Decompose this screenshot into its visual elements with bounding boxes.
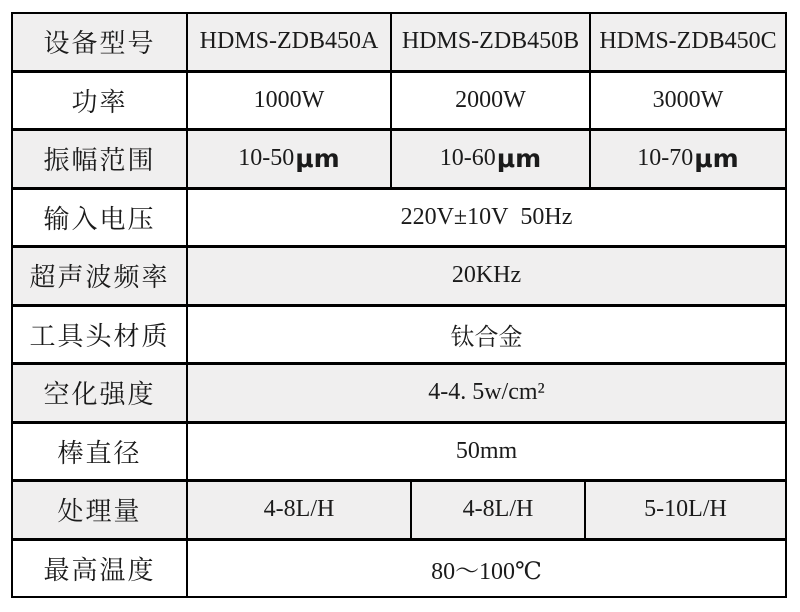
cell-value: 4-8L/H xyxy=(186,482,410,538)
cell-value xyxy=(186,131,390,187)
row-diameter xyxy=(13,421,785,480)
row-label: 功率 xyxy=(71,87,128,117)
cell-value xyxy=(589,131,785,187)
row-capacity xyxy=(13,479,785,538)
row-label: 空化强度 xyxy=(43,380,156,410)
cell-value: 1000W xyxy=(186,73,390,129)
cell-value-span: 20KHz xyxy=(186,248,785,304)
amplitude-unit: μm xyxy=(496,144,542,174)
cell-value: 3000W xyxy=(589,73,785,129)
row-frequency xyxy=(13,245,785,304)
row-label: 棒直径 xyxy=(57,438,142,468)
row-label: 振幅范围 xyxy=(43,146,156,176)
cell-value-span: 80～100℃ xyxy=(186,541,785,597)
cell-value: 2000W xyxy=(390,73,589,129)
amplitude-number: 10-70 xyxy=(637,145,694,172)
row-label: 工具头材质 xyxy=(29,321,170,351)
cell-value-span: 4-4. 5w/cm² xyxy=(186,365,785,421)
row-label: 设备型号 xyxy=(43,29,156,59)
cell-value-span: 220V±10V 50Hz xyxy=(186,190,785,246)
cell-value: HDMS-ZDB450B xyxy=(390,14,589,70)
amplitude-number: 10-60 xyxy=(439,145,496,172)
row-label: 最高温度 xyxy=(43,555,156,585)
row-label: 输入电压 xyxy=(43,204,156,234)
row-model xyxy=(13,14,785,70)
row-cavitation xyxy=(13,362,785,421)
spec-table xyxy=(11,12,787,598)
cell-value xyxy=(390,131,589,187)
row-temperature xyxy=(13,538,785,597)
amplitude-unit: μm xyxy=(295,144,340,174)
row-label: 超声波频率 xyxy=(29,263,170,293)
cell-value: HDMS-ZDB450C xyxy=(589,14,785,70)
cell-value: 5-10L/H xyxy=(584,482,785,538)
cell-value-span: 钛合金 xyxy=(186,307,785,363)
row-material xyxy=(13,304,785,363)
cell-value-span: 50mm xyxy=(186,424,785,480)
amplitude-number: 10-50 xyxy=(238,145,295,172)
row-power xyxy=(13,70,785,129)
amplitude-unit: μm xyxy=(694,144,739,174)
cell-value: 4-8L/H xyxy=(410,482,584,538)
row-amplitude xyxy=(13,128,785,187)
cell-value: HDMS-ZDB450A xyxy=(186,14,390,70)
row-label: 处理量 xyxy=(57,497,142,527)
row-voltage xyxy=(13,187,785,246)
